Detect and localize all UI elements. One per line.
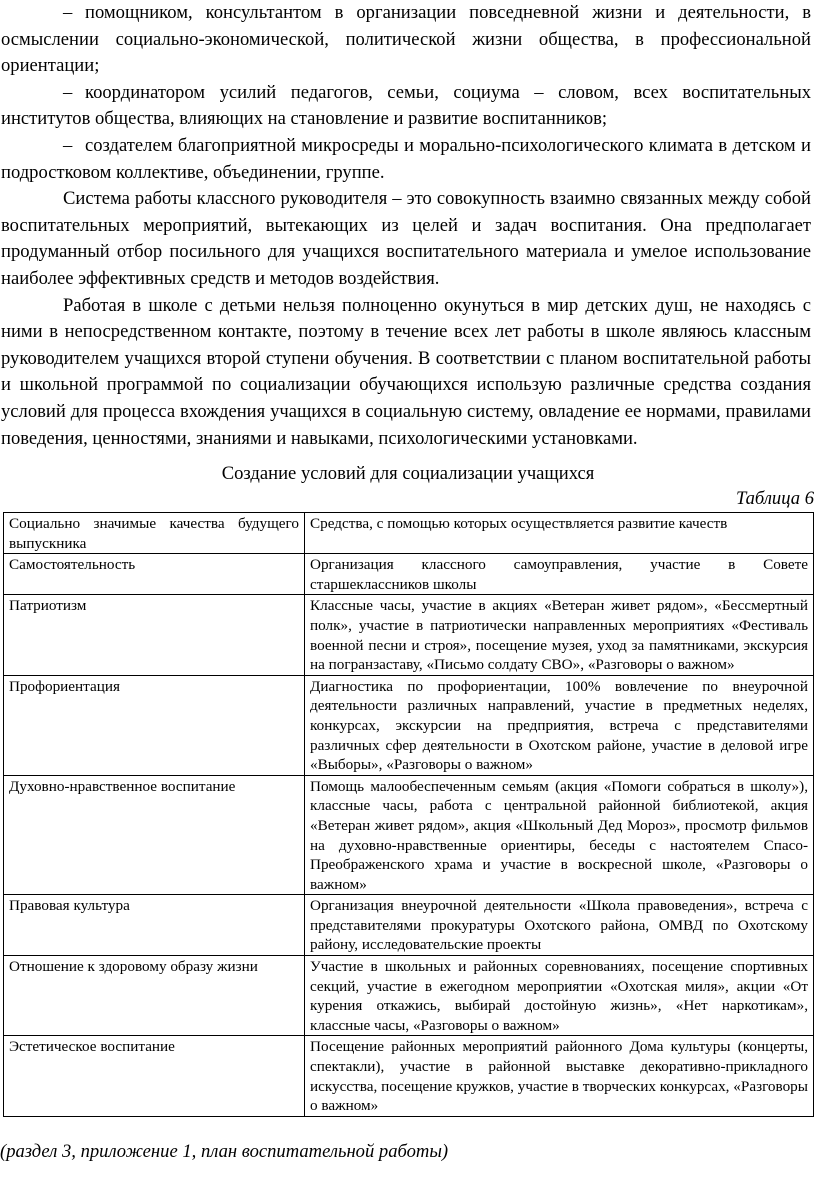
quality-cell: Эстетическое воспитание [4,1036,305,1116]
table-row [4,1036,814,1116]
bullet-paragraph [0,133,813,186]
quality-cell: Отношение к здоровому образу жизни [4,956,305,1036]
body-text [0,0,813,452]
table-row [4,675,814,775]
quality-cell: Самостоятельность [4,554,305,595]
footer-note: (раздел 3, приложение 1, план воспитательной работы) [0,1141,449,1162]
quality-cell: Патриотизм [4,595,305,675]
bullet-paragraph [0,0,813,80]
table-title: Создание условий для социализации учащихся [221,463,595,484]
table-header-row [4,513,814,554]
means-cell: Организация классного самоуправления, участие в Совете старшеклассников школы [305,554,814,595]
table-number: Таблица 6 [735,488,814,509]
quality-cell: Правовая культура [4,895,305,956]
table-row [4,554,814,595]
bullet-text: помощником, консультантом в организации повседневной жизни и деятельности, в осмыслении социально-экономической, политической жизни общества, в профессиональной ориентации; [1,2,811,77]
bullet-text: координатором усилий педагогов, семьи, социума – словом, всех воспитательных институтов общества, влияющих на становление и развитие воспитанников; [1,81,811,130]
bullet-paragraph [0,80,813,133]
means-cell: Диагностика по профориентации, 100% вовлечение по внеурочной деятельности различных направлений, участие в предметных неделях, конкурсах, экскурсии на предприятия, встреча с представителями различных сфер деятельности в Охотском районе, участие в деловой игре «Выборы», «Разговоры о важном» [305,675,814,775]
means-cell: Посещение районных мероприятий районного Дома культуры (концерты, спектакли), участие в районной выставке декоративно-прикладного искусства, посещение кружков, участие в творческих конкурсах, «Разговоры о важном» [305,1036,814,1116]
means-cell: Участие в школьных и районных соревнованиях, посещение спортивных секций, участие в ежегодном мероприятии «Охотская миля», акции «От курения откажись, выбирай достойную жизнь», «Нет наркотикам», классные часы, «Разговоры о важном» [305,956,814,1036]
socialization-table [3,512,814,1117]
quality-cell: Профориентация [4,675,305,775]
table-row [4,775,814,895]
table-row [4,895,814,956]
means-cell: Помощь малообеспеченным семьям (акция «Помоги собраться в школу»), классные часы, работа с центральной районной библиотекой, акция «Ветеран живет рядом», акция «Школьный Дед Мороз», просмотр фильмов на духовно-нравственные ориентиры, беседы с настоятелем Спасо-Преображенского храма и участие в воскресной школе, «Разговоры о важном» [305,775,814,895]
dash-marker: – [63,81,73,103]
table-row [4,956,814,1036]
dash-marker: – [63,2,73,23]
means-cell: Организация внеурочной деятельности «Школа правоведения», встреча с представителями прокуратуры Охотского района, ОМВД по Охотскому району, исследовательские проекты [305,895,814,956]
paragraph-work: Работая в школе с детьми нельзя полноценно окунуться в мир детских душ, не находясь с ними в непосредственном контакте, поэтому в течение всех лет работы в школе являюсь классным руководителем учащихся второй ступени обучения. В соответствии с планом воспитательной работы и школьной программой по социализации обучающихся использую различные средства создания условий для процесса вхождения учащихся в социальную систему, овладение ее нормами, правилами поведения, ценностями, знаниями и навыками, психологическими установками. [1,294,811,449]
bullet-text: создателем благоприятной микросреды и морально-психологического климата в детском и подростковом коллективе, объединении, группе. [1,134,811,183]
header-cell-means: Средства, с помощью которых осуществляется развитие качеств [305,513,814,554]
quality-cell: Духовно-нравственное воспитание [4,775,305,895]
means-cell: Классные часы, участие в акциях «Ветеран живет рядом», «Бессмертный полк», участие в патриотически направленных мероприятиях «Фестиваль военной песни и строя», посещение музея, уход за памятниками, экскурсия на погранзаставу, «Письмо солдату СВО», «Разговоры о важном» [305,595,814,675]
header-cell-quality: Социально значимые качества будущего выпускника [4,513,305,554]
dash-marker: – [63,134,73,156]
paragraph-system: Система работы классного руководителя – это совокупность взаимно связанных между собой воспитательных мероприятий, вытекающих из целей и задач воспитания. Она предполагает продуманный отбор посильного для учащихся воспитательного материала и умелое использование наиболее эффективных средств и методов воздействия. [1,188,811,289]
table-row [4,595,814,675]
